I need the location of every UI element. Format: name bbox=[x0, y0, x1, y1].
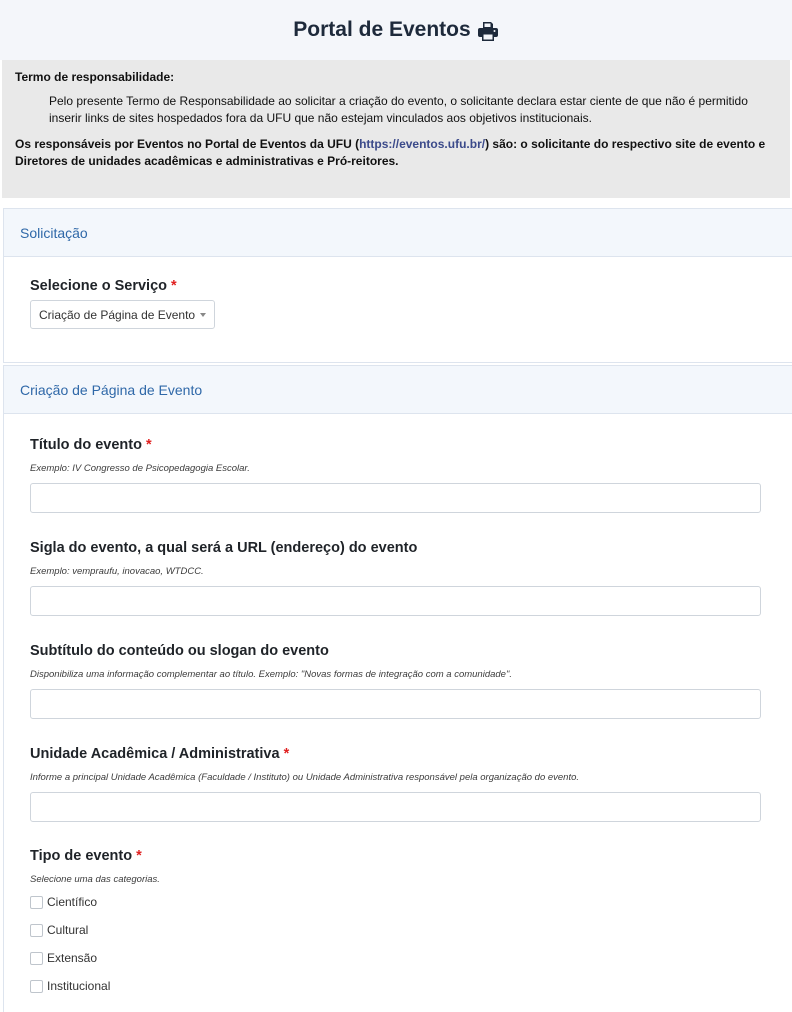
solicitacao-heading: Solicitação bbox=[4, 209, 792, 257]
tipo-label-text: Tipo de evento bbox=[30, 848, 133, 864]
terms-title: Termo de responsabilidade: bbox=[15, 70, 175, 84]
option-label: Cultural bbox=[47, 923, 89, 937]
sigla-input[interactable] bbox=[30, 586, 761, 616]
printer-icon[interactable] bbox=[477, 20, 499, 42]
subtitulo-label: Subtítulo do conteúdo ou slogan do evento bbox=[30, 643, 329, 659]
service-label bbox=[30, 278, 760, 294]
tipo-options bbox=[30, 888, 760, 1000]
unidade-help: Informe a principal Unidade Acadêmica (Faculdade / Instituto) ou Unidade Administrativa responsável pela organização do evento. bbox=[30, 772, 580, 783]
service-select[interactable] bbox=[30, 300, 215, 329]
checkbox[interactable] bbox=[30, 896, 43, 909]
terms-body: Pelo presente Termo de Responsabilidade ao solicitar a criação do evento, o solicitante declara estar ciente de que não é permitido inserir links de sites hospedados fora da UFU que não estejam vinculados aos objetivos institucionais. bbox=[49, 94, 748, 125]
subtitulo-input[interactable] bbox=[30, 689, 761, 719]
sigla-help: Exemplo: vempraufu, inovacao, WTDCC. bbox=[30, 566, 204, 577]
page-title: Portal de Eventos bbox=[293, 18, 471, 41]
service-select-value: Criação de Página de Evento bbox=[39, 307, 196, 322]
sigla-label: Sigla do evento, a qual será a URL (endereço) do evento bbox=[30, 540, 418, 556]
checkbox[interactable] bbox=[30, 980, 43, 993]
checkbox[interactable] bbox=[30, 952, 43, 965]
unidade-label-text: Unidade Acadêmica / Administrativa bbox=[30, 746, 280, 762]
checkbox[interactable] bbox=[30, 924, 43, 937]
tipo-option-cultural[interactable] bbox=[30, 916, 760, 944]
tipo-label bbox=[30, 848, 760, 864]
required-mark: * bbox=[136, 848, 142, 864]
titulo-input[interactable] bbox=[30, 483, 761, 513]
terms-footer bbox=[15, 136, 778, 170]
subtitulo-help: Disponibiliza uma informação complementar ao título. Exemplo: "Novas formas de integração com a comunidade". bbox=[30, 669, 512, 680]
tipo-help: Selecione uma das categorias. bbox=[30, 874, 160, 885]
tipo-option-extensao[interactable] bbox=[30, 944, 760, 972]
required-mark: * bbox=[283, 746, 290, 762]
option-label: Institucional bbox=[47, 979, 111, 993]
titulo-label-text: Título do evento bbox=[30, 437, 142, 453]
tipo-option-cientifico[interactable] bbox=[30, 888, 760, 916]
terms-box bbox=[2, 60, 790, 198]
criacao-heading: Criação de Página de Evento bbox=[4, 366, 792, 414]
required-mark: * bbox=[146, 437, 152, 453]
page-header bbox=[0, 0, 792, 60]
option-label: Científico bbox=[47, 895, 98, 909]
criacao-panel bbox=[3, 365, 792, 1012]
solicitacao-panel bbox=[3, 208, 792, 363]
required-mark: * bbox=[171, 278, 177, 294]
terms-footer-text-end: ) são: o solicitante do respectivo site de evento e Diretores de unidades acadêmicas e administrativas e Pró-reitores. bbox=[15, 137, 766, 168]
eventos-link[interactable]: https://eventos.ufu.br/ bbox=[359, 137, 486, 151]
titulo-label bbox=[30, 437, 760, 453]
chevron-down-icon bbox=[200, 313, 206, 317]
unidade-input[interactable] bbox=[30, 792, 761, 822]
option-label: Extensão bbox=[47, 951, 98, 965]
service-label-text: Selecione o Serviço bbox=[30, 278, 168, 294]
unidade-label bbox=[30, 746, 760, 762]
titulo-help: Exemplo: IV Congresso de Psicopedagogia Escolar. bbox=[30, 463, 250, 474]
tipo-option-institucional[interactable] bbox=[30, 972, 760, 1000]
terms-footer-text: Os responsáveis por Eventos no Portal de Eventos da UFU ( bbox=[15, 137, 360, 151]
